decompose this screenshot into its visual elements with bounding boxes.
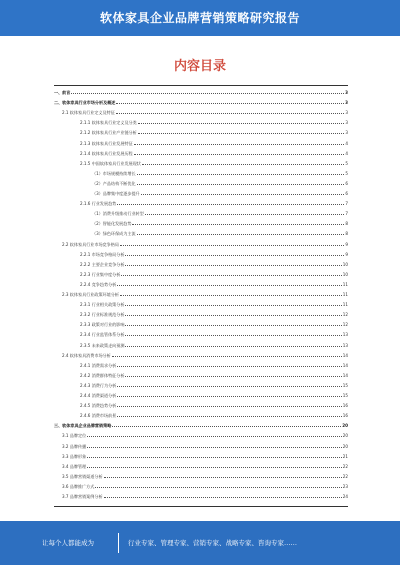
toc-entry-label: 2.4.2 消费群体特征分析 (80, 372, 125, 378)
toc-entry-label: （2）产品结构不断优化 (92, 180, 136, 186)
toc-leader-dots (137, 234, 345, 235)
toc-entry-page: 20 (342, 433, 348, 439)
toc-entry[interactable] (54, 432, 348, 439)
toc-entry-label: 2.4.4 消费渠道分析 (80, 393, 117, 398)
footer-bar (0, 521, 400, 565)
toc-entry[interactable] (54, 382, 348, 389)
footer-tagline: 行业专家、管理专家、营销专家、战略专家、咨询专家…… (128, 539, 297, 547)
toc-leader-dots (125, 255, 344, 256)
toc-entry-page: 8 (345, 221, 348, 227)
toc-entry-label: 2.1.6 行业发展趋势 (80, 201, 117, 207)
toc-entry[interactable] (54, 180, 348, 187)
toc-entry-page: 10 (342, 261, 348, 267)
toc-entry[interactable] (54, 261, 348, 268)
toc-entry[interactable] (54, 362, 348, 369)
toc-entry-label: 2.1 软体家具行业定义及特征 (62, 110, 115, 116)
toc-entry-label: 2.2.2 主要企业竞争分析 (80, 261, 125, 267)
toc-entry-label: 2.3.5 未来政策走向预测 (80, 342, 125, 348)
toc-entry-page: 13 (342, 342, 348, 348)
toc-leader-dots (117, 406, 342, 407)
toc-entry[interactable] (54, 140, 348, 147)
toc-leader-dots (125, 315, 341, 316)
toc-entry-page: 3 (345, 120, 348, 126)
toc-entry-page: 4 (345, 150, 348, 156)
toc-entry[interactable] (54, 392, 348, 399)
toc-entry[interactable] (54, 210, 348, 217)
toc-leader-dots (145, 214, 345, 215)
toc-entry-label: 2.1.1 软体家具行业定义及分类 (80, 120, 137, 126)
toc-entry-page: 7 (345, 211, 348, 217)
toc-entry-label: 2.2 软体家具行业市场竞争格局 (62, 241, 119, 247)
footer-slogan: 让每个人都能成为 (42, 539, 94, 547)
toc-entry-label: （2）智能化发展趋势 (92, 221, 132, 227)
toc-entry[interactable] (54, 109, 348, 116)
toc-entry[interactable] (54, 150, 348, 157)
toc-leader-dots (117, 285, 342, 286)
toc-entry[interactable] (54, 200, 348, 207)
header-bar (0, 0, 400, 36)
toc-entry-label: 3.4 品牌管理 (62, 463, 87, 469)
toc-leader-dots (138, 123, 345, 124)
toc-entry[interactable] (54, 281, 348, 288)
toc-entry-page: 11 (342, 292, 348, 297)
toc-entry[interactable] (54, 422, 348, 429)
toc-entry-label: 3.1 品牌定位 (62, 433, 87, 439)
toc-entry-label: 2.1.3 软体家具行业发展特征 (80, 140, 133, 146)
toc-entry-label: 3.6 品牌推广方式 (62, 483, 95, 489)
toc-entry[interactable] (54, 342, 348, 349)
toc-entry-label: 2.2.4 竞争趋势分析 (80, 281, 117, 287)
toc-leader-dots (120, 295, 342, 296)
toc-entry-page: 3 (345, 90, 348, 95)
toc-entry-label: 2.3.4 行业监管体系分析 (80, 332, 125, 338)
toc-entry-page: 14 (342, 362, 348, 368)
toc-leader-dots (121, 275, 341, 276)
toc-entry-page: 12 (342, 322, 348, 328)
toc-entry-label: 2.1.5 中国软体家具行业发展现状 (80, 160, 141, 166)
toc-entry-page: 16 (342, 413, 348, 419)
toc-entry-page: 11 (342, 302, 348, 308)
toc-leader-dots (95, 487, 341, 488)
toc-entry-label: （1）消费升级推动行业转型 (92, 211, 144, 217)
toc-entry[interactable] (54, 473, 348, 480)
report-title: 软体家具企业品牌营销策略研究报告 (99, 11, 300, 25)
toc-entry[interactable] (54, 483, 348, 490)
toc-entry-page: 22 (342, 473, 348, 479)
toc-entry[interactable] (54, 321, 348, 328)
toc-entry-page: 10 (342, 271, 348, 277)
toc-leader-dots (125, 305, 341, 306)
toc-entry-label: 2.1.2 软体家具行业产业链分析 (80, 130, 137, 136)
toc-entry-label: 3.7 品牌营销案例分析 (62, 494, 103, 499)
toc-title: 内容目录 (173, 59, 226, 74)
toc-entry[interactable] (54, 301, 348, 308)
toc-entry[interactable] (54, 402, 348, 409)
toc-entry[interactable] (54, 230, 348, 237)
toc-leader-dots (125, 265, 341, 266)
toc-leader-dots (116, 103, 344, 104)
toc-entry[interactable] (54, 271, 348, 278)
toc-entry-label: 2.3.3 政策对行业的影响 (80, 322, 125, 328)
toc-entry-label: （3）绿色环保成为主流 (92, 231, 136, 237)
toc-entry-label: 3.5 品牌营销渠道分析 (62, 473, 103, 479)
toc-entry[interactable] (54, 311, 348, 318)
toc-entry-label: 2.3.1 行业相关政策分析 (80, 302, 125, 308)
toc-entry-label: 二、软体家具行业市场分析及概述 (54, 100, 116, 106)
toc-entry-page: 5 (345, 170, 348, 176)
toc-leader-dots (104, 477, 342, 478)
toc-leader-dots (87, 436, 342, 437)
toc-entry[interactable] (54, 291, 348, 298)
toc-leader-dots (87, 457, 342, 458)
toc-entry-page: 21 (342, 453, 348, 459)
toc-leader-dots (117, 366, 342, 367)
toc-leader-dots (137, 174, 345, 175)
toc-entry-page: 4 (345, 140, 348, 146)
toc-entry-page: 20 (342, 423, 348, 429)
toc-entry-page: 3 (345, 110, 348, 116)
toc-entry[interactable] (54, 220, 348, 227)
toc-entry-label: 2.3.2 行业标准规范分析 (80, 312, 125, 318)
toc-entry-label: 2.2.3 行业集中度分析 (80, 271, 121, 277)
toc-entry-label: （1）市场规模持续增长 (92, 170, 136, 176)
toc-leader-dots (134, 154, 345, 155)
toc-entry-page: 24 (342, 494, 348, 499)
toc-leader-dots (117, 386, 342, 387)
toc-entry-page: 9 (345, 251, 348, 257)
footer-divider (118, 533, 119, 553)
toc-entry-page: 15 (342, 393, 348, 398)
toc-entry[interactable] (54, 241, 348, 248)
toc-entry-label: （3）品牌集中度逐步提升 (92, 191, 140, 196)
toc-entry-label: 2.2.1 市场竞争格局分析 (80, 251, 125, 257)
toc-entry-label: 3.2 品牌传播 (62, 443, 87, 449)
toc-entry[interactable] (54, 463, 348, 470)
toc-entry[interactable] (54, 129, 348, 136)
toc-entry[interactable] (54, 372, 348, 379)
toc-entry-page: 7 (345, 201, 348, 207)
toc-entry-label: 2.4.1 消费需求分析 (80, 362, 117, 368)
toc-leader-dots (71, 93, 344, 94)
toc-leader-dots (117, 396, 342, 397)
toc-leader-dots (137, 184, 345, 185)
toc-entry-label: 2.4.5 消费趋势分析 (80, 403, 117, 409)
toc-leader-dots (116, 113, 345, 114)
toc-entry[interactable] (54, 99, 348, 106)
toc-entry-page: 11 (342, 281, 348, 287)
toc-entry-page: 9 (345, 241, 348, 247)
toc-leader-dots (87, 447, 342, 448)
toc-entry-label: 2.1.4 软体家具行业发展历程 (80, 150, 133, 156)
toc-leader-dots (125, 325, 341, 326)
toc-entry-page: 13 (342, 332, 348, 338)
toc-entry-page: 14 (342, 372, 348, 378)
toc-leader-dots (125, 376, 341, 377)
table-of-contents (54, 87, 348, 505)
toc-entry-label: 2.4.6 消费市场前景 (80, 413, 117, 419)
toc-entry-page: 23 (342, 483, 348, 489)
toc-leader-dots (142, 164, 345, 165)
toc-leader-dots (132, 224, 344, 225)
toc-entry-label: 3.3 品牌形象 (62, 453, 87, 459)
toc-entry[interactable] (54, 251, 348, 258)
toc-entry[interactable] (54, 89, 348, 96)
toc-entry[interactable] (54, 412, 348, 419)
toc-entry[interactable] (54, 331, 348, 338)
toc-leader-dots (141, 194, 345, 195)
toc-entry[interactable] (54, 160, 348, 167)
toc-entry[interactable] (54, 190, 348, 197)
toc-entry-label: 2.3 软体家具行业政策环境分析 (62, 292, 119, 297)
toc-entry-label: 三、软体家具企业品牌营销策略 (54, 423, 112, 429)
toc-leader-dots (134, 144, 345, 145)
toc-entry-page: 6 (345, 180, 348, 186)
toc-entry-page: 16 (342, 403, 348, 409)
toc-leader-dots (117, 204, 344, 205)
toc-entry-page: 12 (342, 312, 348, 318)
toc-entry[interactable] (54, 493, 348, 500)
toc-entry[interactable] (54, 352, 348, 359)
toc-entry-page: 22 (342, 463, 348, 469)
toc-entry[interactable] (54, 119, 348, 126)
toc-entry-page: 15 (342, 382, 348, 388)
toc-leader-dots (112, 356, 342, 357)
toc-entry-label: 2.4.3 消费行为分析 (80, 382, 117, 388)
toc-leader-dots (87, 467, 342, 468)
toc-bottom-rule (54, 506, 348, 507)
toc-entry-page: 14 (342, 352, 348, 358)
toc-entry-label: 2.4 软体家具消费市场分析 (62, 352, 111, 358)
toc-entry[interactable] (54, 453, 348, 460)
toc-top-rule (54, 85, 348, 86)
toc-entry-page: 5 (345, 160, 348, 166)
toc-leader-dots (104, 497, 342, 498)
toc-entry[interactable] (54, 170, 348, 177)
toc-entry-label: 一、前言 (54, 90, 71, 95)
toc-entry-page: 6 (345, 191, 348, 196)
toc-entry-page: 3 (345, 100, 348, 106)
toc-leader-dots (120, 245, 344, 246)
toc-leader-dots (138, 133, 345, 134)
toc-leader-dots (117, 416, 342, 417)
toc-entry-page: 3 (345, 130, 348, 136)
toc-entry[interactable] (54, 443, 348, 450)
toc-leader-dots (125, 335, 341, 336)
toc-leader-dots (125, 346, 341, 347)
toc-leader-dots (112, 426, 341, 427)
toc-entry-page: 8 (345, 231, 348, 237)
toc-entry-page: 20 (342, 443, 348, 449)
